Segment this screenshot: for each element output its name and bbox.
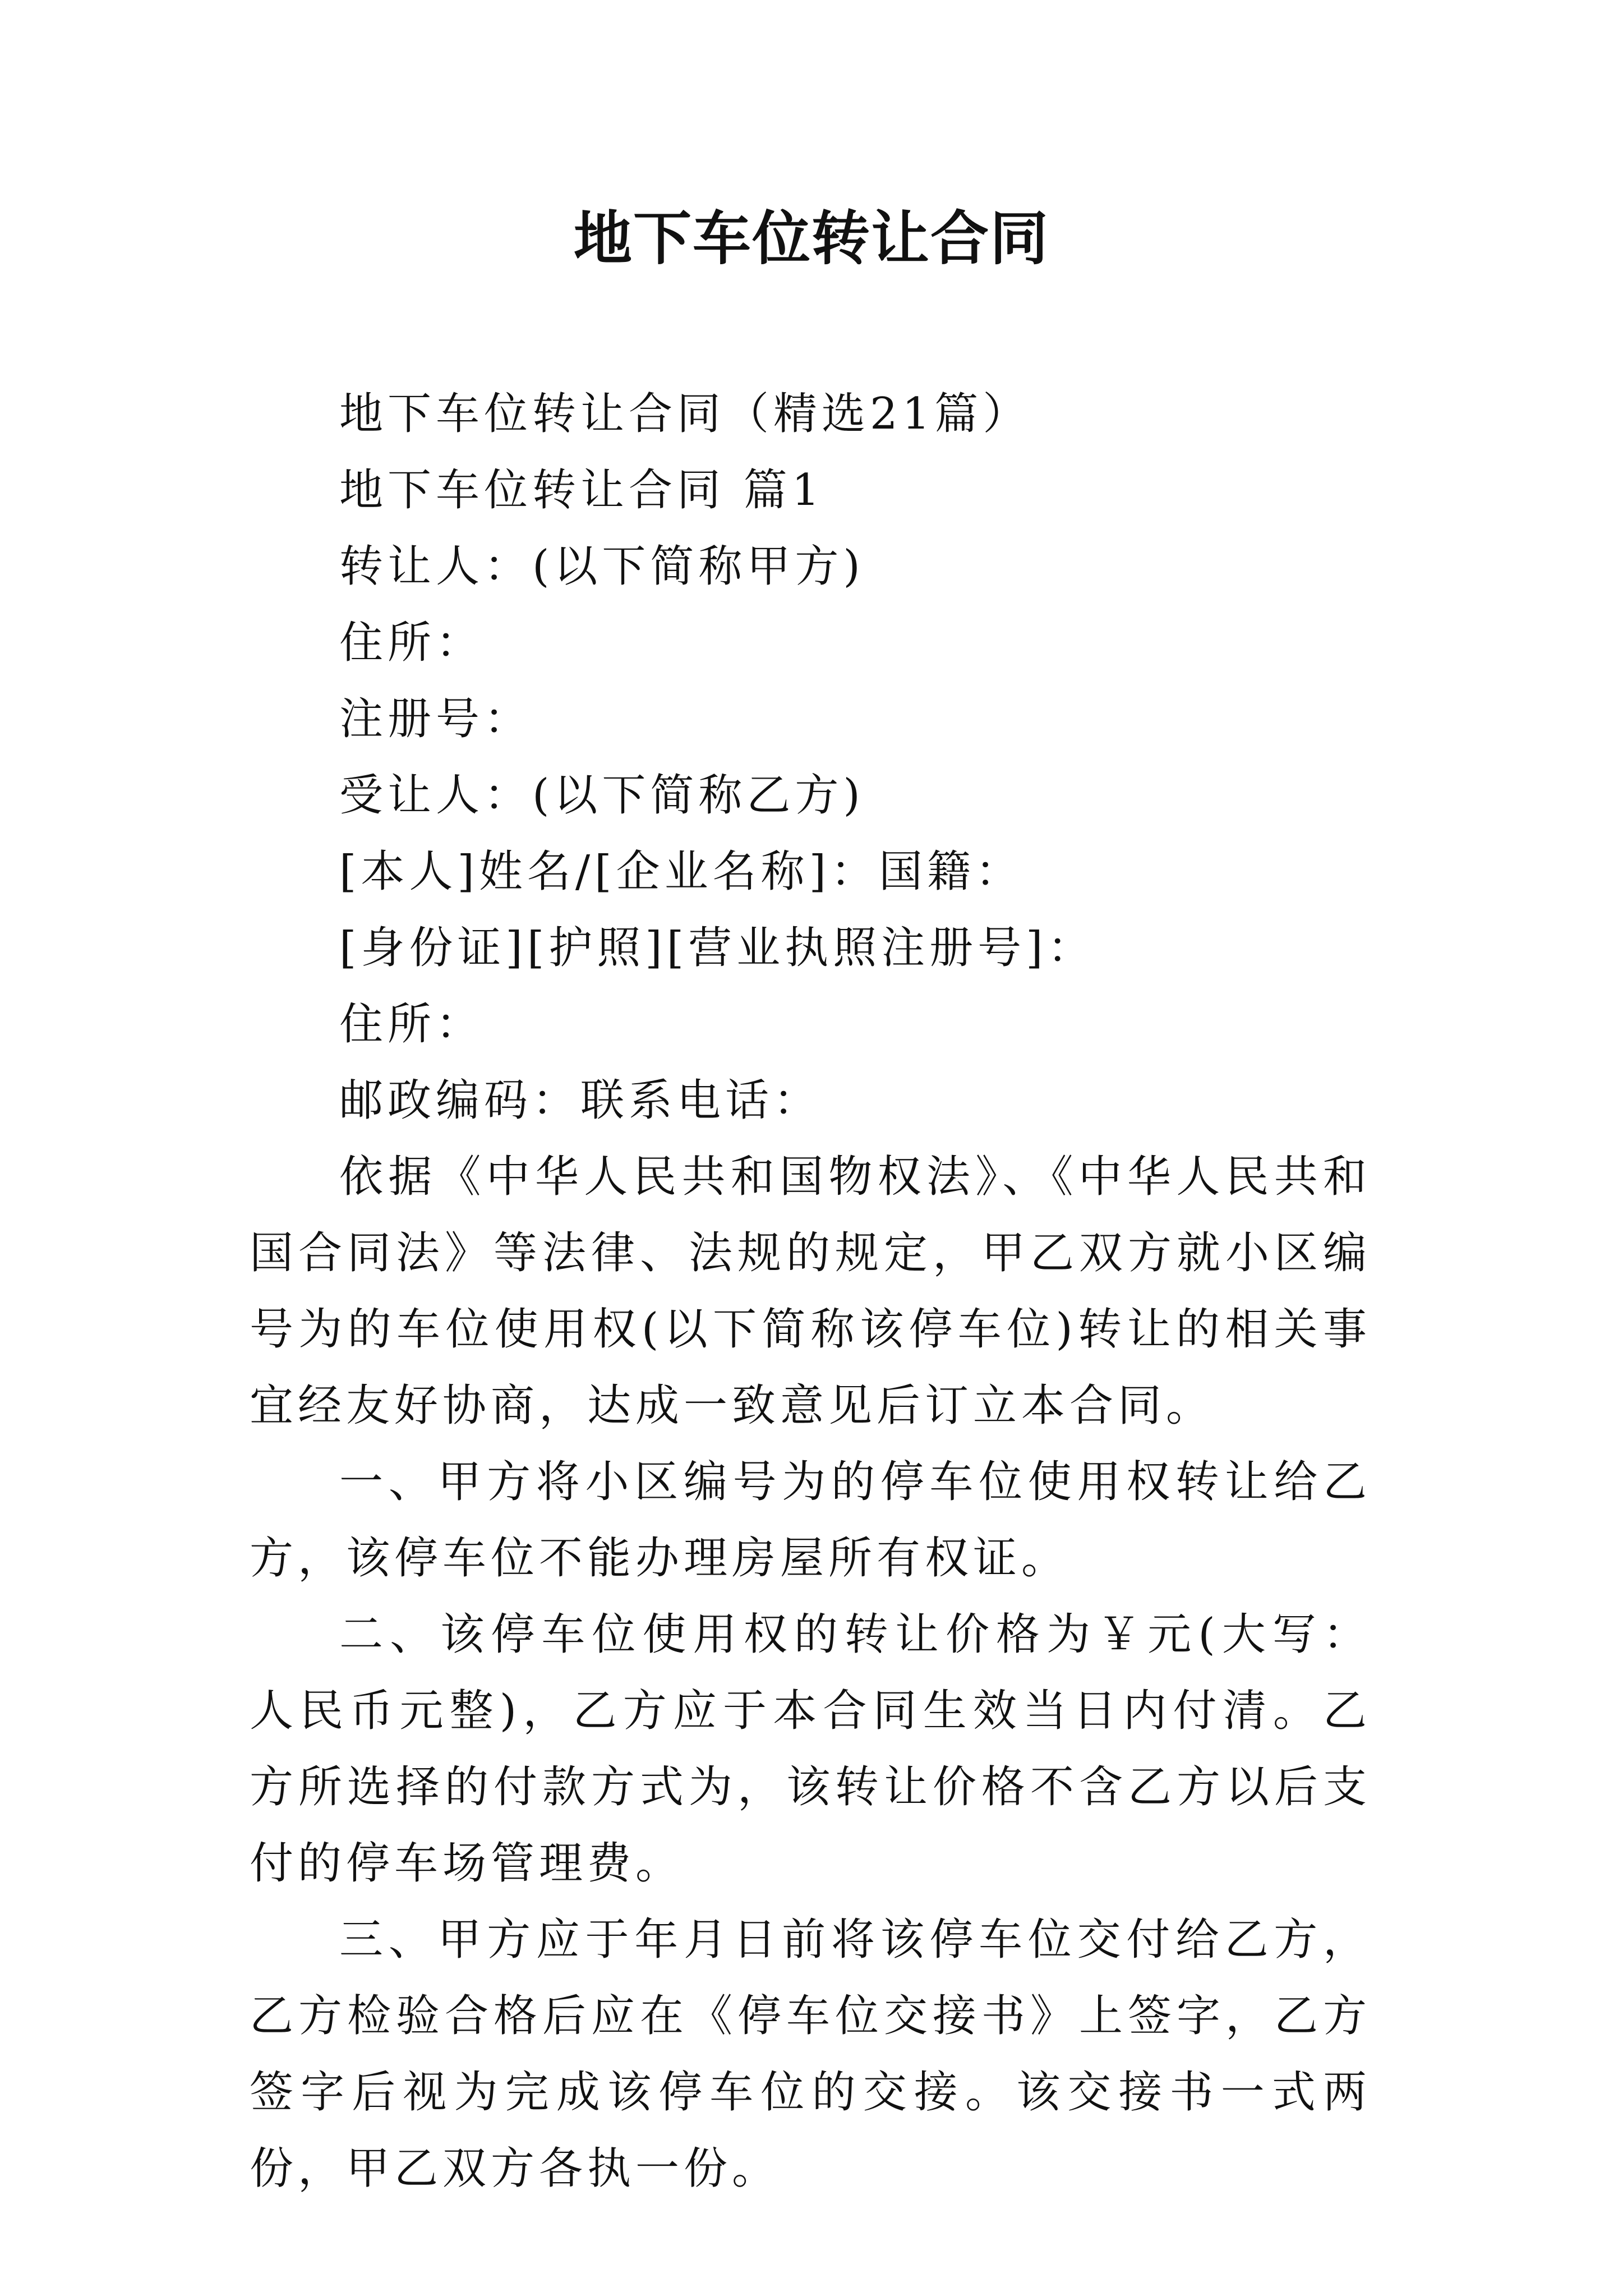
- id-number-line: [身份证][护照][营业执照注册号]：: [339, 923, 1096, 973]
- registration-number-line: 注册号：: [339, 694, 533, 744]
- subtitle-line: 地下车位转让合同（精选21篇）: [339, 389, 1031, 439]
- clause-2-paragraph: 二、该停车位使用权的转让价格为￥元(大写：人民币元整)，乙方应于本合同生效当日内付清。乙方所选择的付款方式为，该转让价格不含乙方以后支付的停车场管理费。: [250, 1609, 1371, 1889]
- transferee-address-line: 住所：: [339, 999, 485, 1050]
- transferor-line: 转让人：(以下简称甲方): [339, 541, 865, 592]
- postal-phone-line: 邮政编码：联系电话：: [339, 1075, 822, 1126]
- clause-3-paragraph: 三、甲方应于年月日前将该停车位交付给乙方，乙方检验合格后应在《停车位交接书》上签字，乙方签字后视为完成该停车位的交接。该交接书一式两份，甲乙双方各执一份。: [250, 1915, 1371, 2194]
- section-heading: 地下车位转让合同 篇1: [339, 465, 824, 516]
- clause-1-paragraph: 一、甲方将小区编号为的停车位使用权转让给乙方，该停车位不能办理房屋所有权证。: [250, 1457, 1371, 1584]
- preamble-paragraph: 依据《中华人民共和国物权法》、《中华人民共和国合同法》等法律、法规的规定，甲乙双方就小区编号为的车位使用权(以下简称该停车位)转让的相关事宜经友好协商，达成一致意见后订立本合同。: [250, 1152, 1371, 1431]
- transferor-address-line: 住所：: [339, 618, 485, 668]
- document-title: 地下车位转让合同: [573, 204, 1049, 273]
- name-nationality-line: [本人]姓名/[企业名称]：国籍：: [339, 846, 1024, 897]
- transferee-line: 受让人：(以下简称乙方): [339, 770, 865, 821]
- document-body: [250, 376, 1371, 2207]
